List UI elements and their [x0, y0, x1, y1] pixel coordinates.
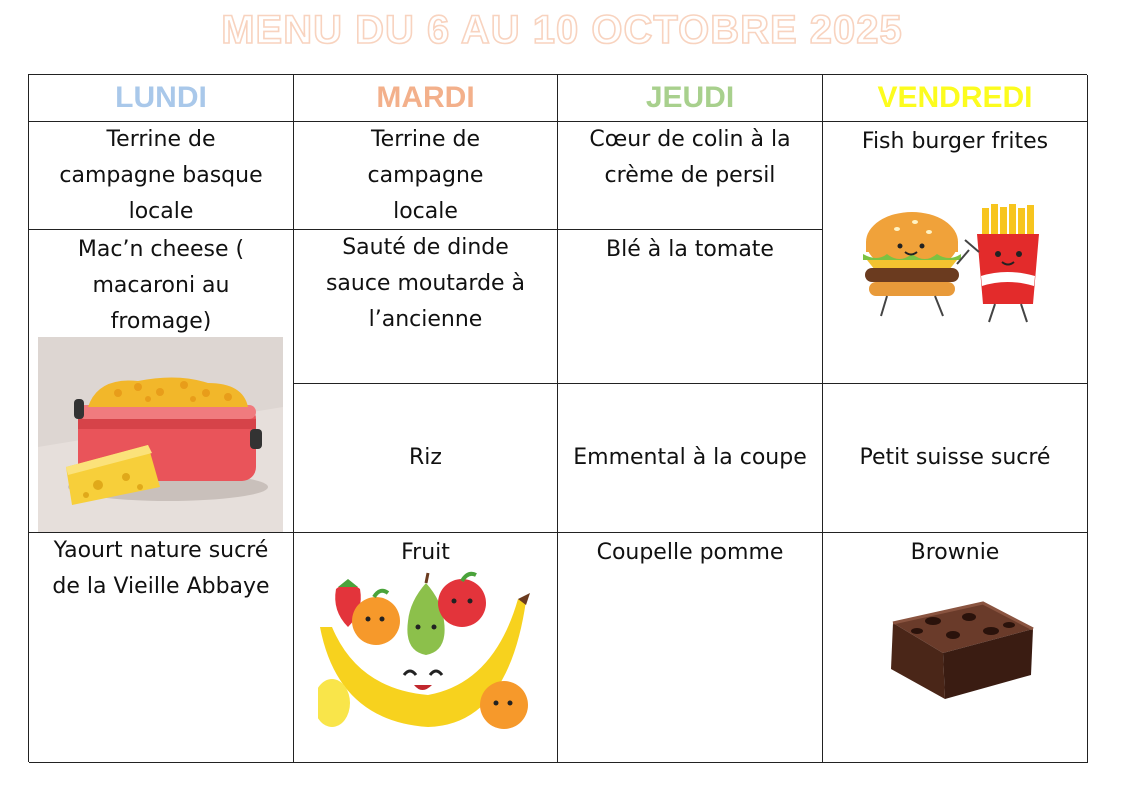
vendredi-plat [823, 122, 1088, 384]
vendredi-dessert [823, 533, 1088, 763]
vendredi-laitage: Petit suisse sucré [823, 384, 1088, 533]
header-mardi: MARDI [294, 75, 558, 122]
header-lundi: LUNDI [29, 75, 294, 122]
mardi-plat: Sauté de dinde sauce moutarde à l’ancienne [294, 230, 558, 384]
brownie-image [873, 595, 1039, 705]
mardi-dessert-label: Fruit [401, 540, 450, 565]
page-title: MENU DU 6 AU 10 OCTOBRE 2025 [221, 8, 903, 52]
header-jeudi: JEUDI [558, 75, 823, 122]
lundi-dessert: Yaourt nature sucré de la Vieille Abbaye [29, 533, 294, 763]
mac-and-cheese-image [38, 337, 283, 533]
fruit-basket-image [318, 571, 536, 739]
lundi-plat-label: Mac’n cheese ( macaroni au fromage) [77, 237, 245, 334]
vendredi-dessert-label: Brownie [910, 540, 1000, 565]
menu-table [28, 74, 1087, 762]
vendredi-plat-label: Fish burger frites [861, 129, 1049, 154]
jeudi-dessert: Coupelle pomme [558, 533, 823, 763]
mardi-dessert [294, 533, 558, 763]
burger-fries-image [857, 204, 1062, 329]
lundi-plat [29, 230, 294, 533]
jeudi-fromage: Emmental à la coupe [558, 384, 823, 533]
lundi-entree: Terrine de campagne basque locale [29, 122, 294, 230]
mardi-entree: Terrine de campagne locale [294, 122, 558, 230]
header-vendredi: VENDREDI [823, 75, 1088, 122]
jeudi-plat: Blé à la tomate [558, 230, 823, 384]
mardi-accompagnement: Riz [294, 384, 558, 533]
jeudi-entree: Cœur de colin à la crème de persil [558, 122, 823, 230]
